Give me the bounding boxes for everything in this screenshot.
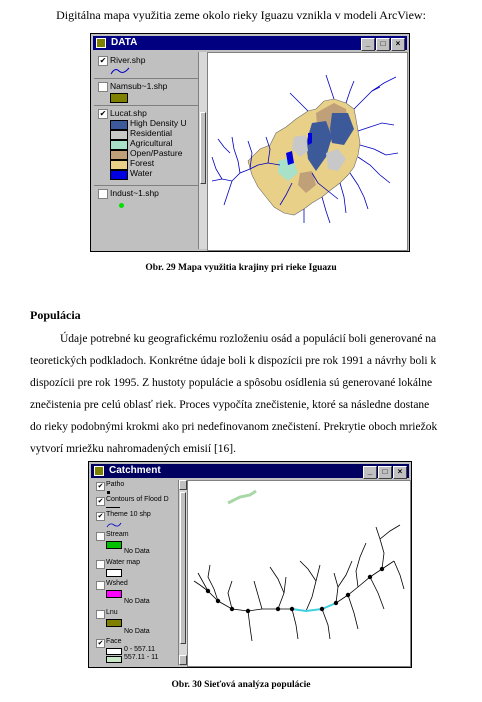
maximize-button[interactable]: □ — [378, 466, 392, 479]
layer-name: Stream — [106, 531, 129, 538]
legend-label: No Data — [124, 598, 150, 605]
intro-text: Digitálna mapa využitia zeme okolo rieky Iguazu vznikla v modeli ArcView: — [56, 8, 426, 22]
swatch-residential — [110, 130, 128, 140]
figure-caption: Obr. 29 Mapa využitia krajiny pri rieke Iguazu — [145, 263, 337, 273]
layer-checkbox[interactable]: ✔ — [97, 513, 104, 520]
minimize-button[interactable]: _ — [361, 38, 375, 51]
legend-label: 0 - 557.11 — [124, 646, 156, 653]
layer-name: Patho — [106, 481, 125, 488]
layer-name: Theme 10 shp — [106, 511, 151, 518]
close-button[interactable]: × — [393, 466, 407, 479]
window-title: Catchment — [109, 465, 161, 476]
legend-label: Agricultural — [130, 138, 173, 148]
paragraph-line: vytvorí mriežku nahromadených emisií [16]. — [30, 443, 236, 455]
scroll-down-arrow-icon[interactable] — [179, 655, 187, 665]
legend-label: Water — [130, 168, 153, 178]
layer-name: Face — [106, 638, 122, 645]
layer-name: Namsub~1.shp — [110, 81, 168, 91]
swatch-high-density — [110, 120, 128, 130]
river-line-symbol — [110, 66, 130, 76]
maximize-button[interactable]: □ — [376, 38, 390, 51]
figure-caption: Obr. 30 Sieťová analýza populácie — [171, 680, 311, 690]
window-titlebar — [91, 464, 409, 478]
window-title: DATA — [111, 37, 138, 48]
layer-checkbox[interactable]: ✔ — [99, 109, 107, 118]
wshed-swatch — [106, 590, 122, 598]
swatch-agricultural — [110, 140, 128, 150]
paragraph-line: dispozícii pre rok 1995. Z hustoty populácie a spôsobu osídlenia sú generované lokálne — [30, 377, 433, 389]
scroll-thumb[interactable] — [180, 492, 186, 644]
swatch-forest — [110, 160, 128, 170]
layer-name: Wshed — [106, 580, 128, 587]
layer-checkbox[interactable]: ✔ — [97, 640, 104, 647]
catchment-window — [88, 461, 412, 668]
layer-name: Contours of Flood D — [106, 496, 169, 503]
layer-checkbox[interactable]: ✔ — [97, 498, 104, 505]
layer-name: Lucat.shp — [110, 108, 147, 118]
layer-checkbox[interactable]: ✔ — [97, 483, 104, 490]
layer-name: Lnu — [106, 609, 118, 616]
network-map — [188, 481, 410, 666]
layer-checkbox[interactable] — [96, 610, 105, 619]
window-titlebar — [93, 36, 407, 50]
map-canvas[interactable] — [187, 480, 411, 667]
layer-name: River.shp — [110, 55, 146, 65]
indust-point-symbol — [119, 203, 124, 208]
scroll-up-arrow-icon[interactable] — [179, 480, 187, 490]
legend-scrollbar[interactable] — [198, 52, 207, 249]
theme-line-symbol — [106, 521, 122, 529]
face-swatch-2 — [106, 656, 122, 663]
legend-label: 557.11 - 11 — [124, 654, 159, 661]
lnu-swatch — [106, 619, 122, 627]
layer-checkbox[interactable] — [98, 82, 108, 92]
patho-point-symbol — [107, 491, 110, 494]
stream-swatch — [106, 541, 122, 549]
section-title: Populácia — [30, 308, 81, 322]
legend-label: Open/Pasture — [130, 148, 183, 158]
table-of-contents — [94, 52, 198, 249]
layer-checkbox[interactable] — [96, 560, 105, 569]
close-button[interactable]: × — [391, 38, 405, 51]
scroll-thumb[interactable] — [200, 112, 206, 184]
legend-label: No Data — [124, 548, 150, 555]
namsub-swatch — [110, 93, 128, 103]
paragraph-line: Údaje potrebné ku geografickému rozloženiu osád a populácií boli generované na — [60, 333, 437, 345]
paragraph-line: teoretických podkladoch. Konkrétne údaje boli k dispozícii pre rok 1991 a návrhy boli k — [30, 355, 437, 367]
layer-name: Indust~1.shp — [110, 188, 159, 198]
water-swatch — [106, 569, 122, 577]
layer-checkbox[interactable] — [98, 189, 108, 199]
legend-scrollbar[interactable] — [178, 480, 187, 665]
layer-name: Water map — [106, 559, 140, 566]
landuse-map — [208, 53, 407, 250]
layer-checkbox[interactable] — [96, 581, 105, 590]
legend-label: Forest — [130, 158, 155, 168]
legend-label: Residential — [130, 128, 173, 138]
face-swatch-1 — [106, 648, 122, 655]
layer-checkbox[interactable] — [96, 532, 105, 541]
legend-label: High Density U — [130, 118, 187, 128]
arcview-window-icon — [96, 38, 106, 48]
paragraph-line: do rieky podobnými krokmi ako pri nedefinovanom znečistení. Prekrytie oboch mriežok — [30, 421, 438, 433]
arcview-window-icon — [94, 466, 104, 476]
swatch-open-pasture — [110, 150, 128, 160]
layer-checkbox[interactable]: ✔ — [99, 56, 107, 65]
legend-label: No Data — [124, 628, 150, 635]
data-window — [90, 33, 410, 252]
table-of-contents — [92, 480, 178, 665]
map-canvas[interactable] — [207, 52, 408, 251]
paragraph-line: znečistenia pre celú oblasť riek. Proces vypočíta znečistenie, ktoré sa následne dostane — [30, 399, 430, 411]
swatch-water — [110, 170, 128, 180]
paragraph — [30, 328, 470, 460]
minimize-button[interactable]: _ — [363, 466, 377, 479]
